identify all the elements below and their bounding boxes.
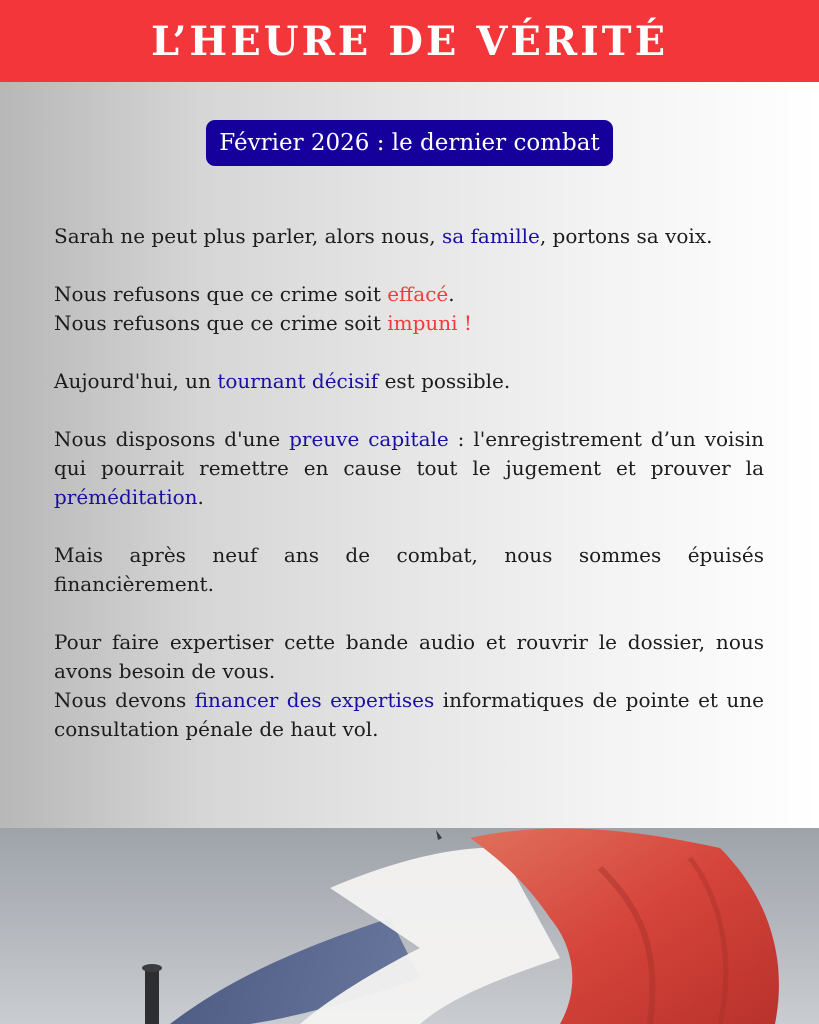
- text-segment: est possible.: [378, 369, 511, 393]
- french-flag-illustration: [0, 828, 819, 1024]
- text-segment: .: [197, 485, 204, 509]
- paragraph-family-voice: [54, 222, 764, 251]
- paragraph-exhausted: [54, 541, 764, 599]
- highlight-fund-expertise: financer des expertises: [194, 688, 435, 712]
- date-badge-container: [0, 120, 819, 166]
- date-badge: Février 2026 : le dernier combat: [206, 120, 612, 166]
- page-title: L’HEURE DE VÉRITÉ: [150, 17, 669, 65]
- text-segment: Sarah ne peut plus parler, alors nous,: [54, 224, 442, 248]
- paragraph-refusal: [54, 280, 764, 338]
- text-segment: , portons sa voix.: [539, 224, 713, 248]
- paragraph-evidence: [54, 425, 764, 512]
- highlight-premeditation: préméditation: [54, 485, 198, 509]
- flagpole: [145, 968, 159, 1024]
- text-segment: Mais après neuf ans de combat, nous sommes épuisés financièrement.: [54, 543, 764, 596]
- text-segment: Nous refusons que ce crime soit: [54, 282, 388, 306]
- header-banner: [0, 0, 819, 82]
- highlight-turning-point: tournant décisif: [217, 369, 379, 393]
- text-segment: Pour faire expertiser cette bande audio et rouvrir le dossier, nous avons besoin de vous.: [54, 630, 764, 683]
- paragraph-turning-point: [54, 367, 764, 396]
- highlight-unpunished: impuni !: [387, 311, 472, 335]
- highlight-effaced: effacé: [387, 282, 449, 306]
- text-segment: Aujourd'hui, un: [54, 369, 218, 393]
- text-segment: : l'enregistrement d’un voisin qui pourrait remettre en cause tout le jugement et prouver la: [54, 427, 764, 480]
- highlight-evidence: preuve capitale: [289, 427, 449, 451]
- text-segment: Nous disposons d'une: [54, 427, 290, 451]
- flagpole-top: [142, 964, 162, 972]
- body-text: [54, 222, 764, 773]
- main-content: [0, 82, 819, 828]
- text-segment: .: [448, 282, 455, 306]
- french-flag-photo: [0, 828, 819, 1024]
- text-segment: Nous refusons que ce crime soit: [54, 311, 388, 335]
- highlight-family: sa famille: [441, 224, 540, 248]
- paragraph-need-support: [54, 628, 764, 744]
- text-segment: Nous devons: [54, 688, 195, 712]
- text-segment: informatiques de pointe et une consultation pénale de haut vol.: [54, 688, 765, 741]
